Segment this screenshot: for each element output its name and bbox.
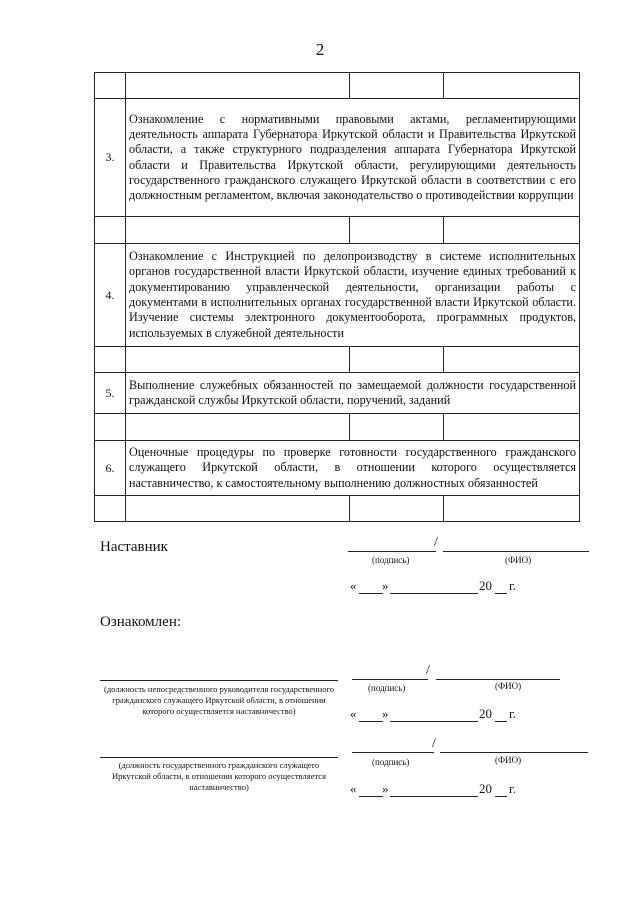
table-row-empty bbox=[95, 496, 580, 522]
name-caption: (ФИО) bbox=[495, 755, 522, 765]
signature-line bbox=[348, 551, 436, 552]
day-line bbox=[359, 796, 383, 797]
date-close-quote: » bbox=[382, 781, 389, 796]
table-row-empty bbox=[95, 414, 580, 441]
date-open-quote: « bbox=[350, 706, 357, 721]
signature-line bbox=[352, 679, 428, 680]
row-text: Оценочные процедуры по проверке готовности государственного гражданского служащего Иркутской области, в отношении которого осуществляется наставничество, к самостоятельному выполнению должностных обязанностей bbox=[129, 445, 576, 490]
row-number: 3. bbox=[95, 99, 126, 217]
row-number: 6. bbox=[95, 441, 126, 496]
row-text: Ознакомление с Инструкцией по делопроизводству в системе исполнительных органов государственной власти Иркутской области, изучение единых требований к документированию управленческой деятельности, организации работы с документами в исполнительных органах государственной власти Иркутской области. Изучение системы электронного документооборота, программных продуктов, используемых в служебной деятельности bbox=[129, 249, 576, 340]
month-line bbox=[390, 593, 478, 594]
year-line bbox=[495, 593, 507, 594]
mentor-label: Наставник bbox=[100, 539, 168, 555]
year-prefix: 20 bbox=[479, 706, 492, 721]
employee-position-caption: (должность государственного гражданского служащего Иркутской области, в отношении которого осуществляется наставничество) bbox=[112, 760, 326, 792]
separator-slash: / bbox=[432, 736, 436, 751]
table-row-empty bbox=[95, 217, 580, 244]
year-suffix: г. bbox=[509, 781, 517, 796]
row-number: 4. bbox=[95, 244, 126, 347]
name-line bbox=[440, 752, 588, 753]
table-row bbox=[95, 373, 580, 414]
year-prefix: 20 bbox=[479, 781, 492, 796]
position-line bbox=[100, 680, 338, 681]
table-row-empty bbox=[95, 347, 580, 373]
separator-slash: / bbox=[426, 663, 430, 678]
row-text: Выполнение служебных обязанностей по замещаемой должности государственной гражданской службы Иркутской области, поручений, заданий bbox=[129, 377, 576, 407]
year-prefix: 20 bbox=[479, 578, 492, 593]
date-close-quote: » bbox=[382, 578, 389, 593]
signature-caption: (подпись) bbox=[372, 555, 410, 565]
table-row bbox=[95, 244, 580, 347]
table-row-empty bbox=[95, 73, 580, 99]
separator-slash: / bbox=[434, 535, 438, 550]
row-text: Ознакомление с нормативными правовыми актами, регламентирующими деятельность аппарата Губернатора Иркутской области и Правительства Иркутской области, а также структурного подразделения аппарата Губернатора Иркутской области и Правительства Иркутской области, регулирующими деятельность государственного гражданского служащего Иркутской области в соответствии с его должностным регламентом, включая законодательство о противодействии коррупции bbox=[129, 111, 576, 203]
day-line bbox=[359, 721, 383, 722]
signature-caption: (подпись) bbox=[372, 757, 410, 767]
date-open-quote: « bbox=[350, 578, 357, 593]
table-row bbox=[95, 441, 580, 496]
name-line bbox=[443, 551, 589, 552]
month-line bbox=[390, 721, 478, 722]
date-close-quote: » bbox=[382, 706, 389, 721]
adaptation-plan-table bbox=[94, 72, 580, 522]
position-line bbox=[100, 757, 338, 758]
page-number: 2 bbox=[315, 40, 325, 59]
acquainted-label: Ознакомлен: bbox=[100, 614, 182, 630]
name-line bbox=[436, 679, 560, 680]
table-row bbox=[95, 99, 580, 217]
row-number: 5. bbox=[95, 373, 126, 414]
name-caption: (ФИО) bbox=[505, 555, 532, 565]
supervisor-position-caption: (должность непосредственного руководителя государственного гражданского служащего Иркутской области, в отношении которого осуществляется наставничество) bbox=[104, 684, 334, 716]
year-line bbox=[495, 721, 507, 722]
year-suffix: г. bbox=[509, 706, 517, 721]
month-line bbox=[390, 796, 478, 797]
date-open-quote: « bbox=[350, 781, 357, 796]
day-line bbox=[359, 593, 383, 594]
year-line bbox=[495, 796, 507, 797]
signature-caption: (подпись) bbox=[368, 683, 406, 693]
year-suffix: г. bbox=[509, 578, 517, 593]
name-caption: (ФИО) bbox=[495, 681, 522, 691]
signature-line bbox=[352, 752, 434, 753]
